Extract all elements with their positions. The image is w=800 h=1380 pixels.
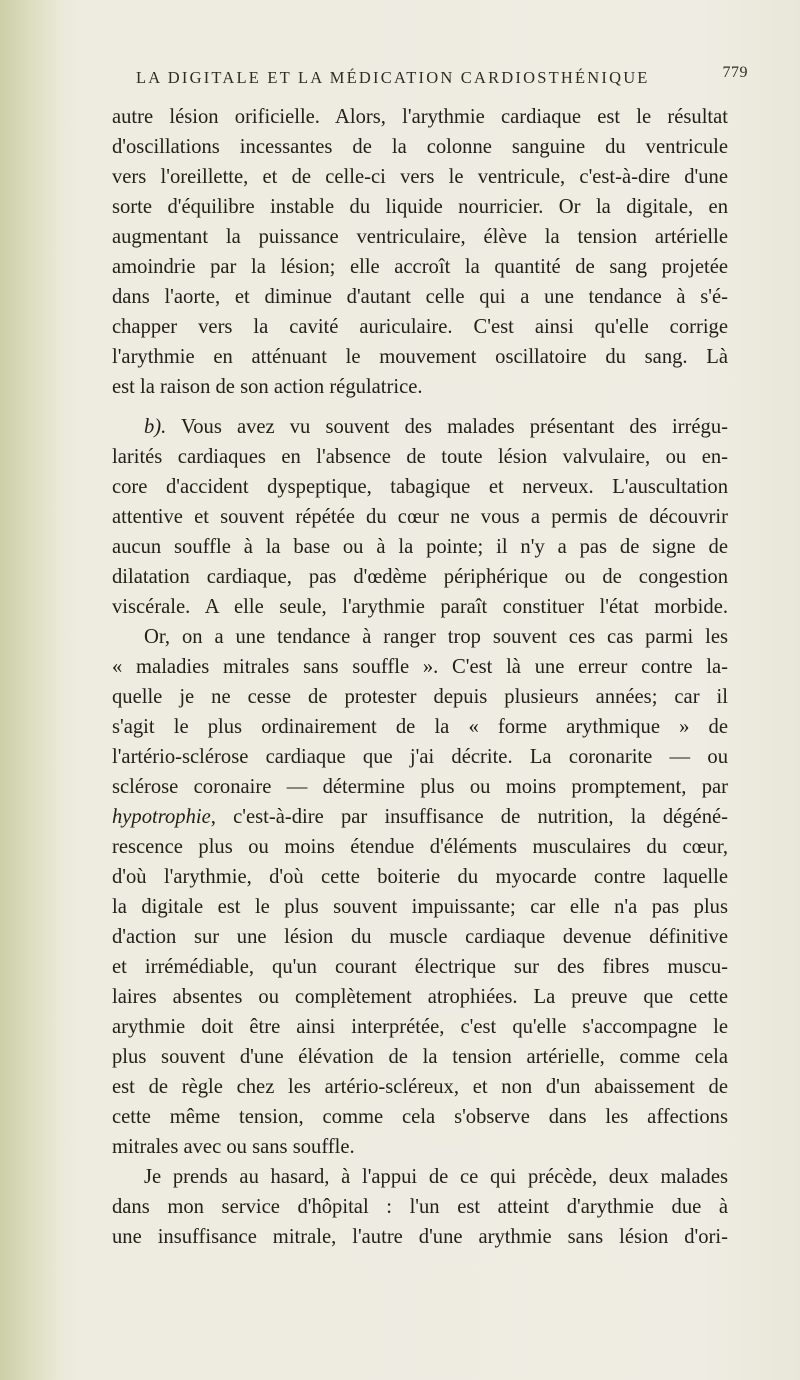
page-number: 779 [722, 64, 748, 81]
page-edge-shadow [0, 0, 60, 1380]
text-line: vers l'oreillette, et de celle-ci vers le ventricule, c'est-à-dire d'une [112, 166, 728, 188]
text-line: est la raison de son action régulatrice. [112, 376, 423, 398]
body-text [112, 102, 728, 1252]
text-line: s'agit le plus ordinairement de la « forme arythmique » de [112, 716, 728, 738]
text-line: quelle je ne cesse de protester depuis plusieurs années; car il [112, 686, 728, 708]
text-line: arythmie doit être ainsi interprétée, c'est qu'elle s'accompagne le [112, 1016, 728, 1038]
italic-term: hypotrophie [112, 806, 211, 828]
text-line: augmentant la puissance ventriculaire, élève la tension artérielle [112, 226, 728, 248]
text-line: rescence plus ou moins étendue d'éléments musculaires du cœur, [112, 836, 728, 858]
text-fragment: Vous avez vu souvent des malades présentant des irrégu- [166, 416, 728, 438]
text-line: la digitale est le plus souvent impuissante; car elle n'a pas plus [112, 896, 728, 918]
text-line: laires absentes ou complètement atrophiées. La preuve que cette [112, 986, 728, 1008]
text-line: cette même tension, comme cela s'observe dans les affections [112, 1106, 728, 1128]
text-line: larités cardiaques en l'absence de toute lésion valvulaire, ou en- [112, 446, 728, 468]
text-line: sclérose coronaire — détermine plus ou moins promptement, par [112, 776, 728, 798]
paragraph-2 [112, 412, 728, 1162]
text-line: attentive et souvent répétée du cœur ne vous a permis de découvrir [112, 506, 728, 528]
text-line: chapper vers la cavité auriculaire. C'est ainsi qu'elle corrige [112, 316, 728, 338]
text-line: « maladies mitrales sans souffle ». C'est là une erreur contre la- [112, 656, 728, 678]
text-line: dilatation cardiaque, pas d'œdème périphérique ou de congestion [112, 566, 728, 588]
text-line: autre lésion orificielle. Alors, l'arythmie cardiaque est le résultat [112, 106, 728, 128]
paragraph-3 [112, 1162, 728, 1252]
running-head [136, 64, 748, 98]
text-line: Je prends au hasard, à l'appui de ce qui précède, deux malades [144, 1166, 728, 1188]
text-line: plus souvent d'une élévation de la tension artérielle, comme cela [112, 1046, 728, 1068]
section-marker: b). [144, 416, 167, 438]
text-line: dans mon service d'hôpital : l'un est atteint d'arythmie due à [112, 1196, 728, 1218]
text-fragment: , c'est-à-dire par insuffisance de nutrition, la dégéné- [210, 806, 728, 828]
running-title: LA DIGITALE ET LA MÉDICATION CARDIOSTHÉNIQUE [136, 68, 650, 87]
text-line: aucun souffle à la base ou à la pointe; il n'y a pas de signe de [112, 536, 728, 558]
text-line [112, 802, 728, 832]
text-line [112, 412, 728, 442]
text-line: core d'accident dyspeptique, tabagique et nerveux. L'auscultation [112, 476, 728, 498]
text-line: amoindrie par la lésion; elle accroît la quantité de sang projetée [112, 256, 728, 278]
paragraph-1 [112, 102, 728, 402]
text-line: l'artério-sclérose cardiaque que j'ai décrite. La coronarite — ou [112, 746, 728, 768]
text-line: dans l'aorte, et diminue d'autant celle qui a une tendance à s'é- [112, 286, 728, 308]
text-line: viscérale. A elle seule, l'arythmie paraît constituer l'état morbide. [112, 596, 728, 618]
text-line: une insuffisance mitrale, l'autre d'une arythmie sans lésion d'ori- [112, 1226, 728, 1248]
text-line: d'action sur une lésion du muscle cardiaque devenue définitive [112, 926, 728, 948]
text-line: et irrémédiable, qu'un courant électrique sur des fibres muscu- [112, 956, 728, 978]
text-line: d'où l'arythmie, d'où cette boiterie du myocarde contre laquelle [112, 866, 728, 888]
text-line: sorte d'équilibre instable du liquide nourricier. Or la digitale, en [112, 196, 728, 218]
text-line: est de règle chez les artério-scléreux, et non d'un abaissement de [112, 1076, 728, 1098]
text-line: Or, on a une tendance à ranger trop souvent ces cas parmi les [144, 626, 728, 648]
text-line: mitrales avec ou sans souffle. [112, 1136, 355, 1158]
text-line: l'arythmie en atténuant le mouvement oscillatoire du sang. Là [112, 346, 728, 368]
text-line: d'oscillations incessantes de la colonne sanguine du ventricule [112, 136, 728, 158]
